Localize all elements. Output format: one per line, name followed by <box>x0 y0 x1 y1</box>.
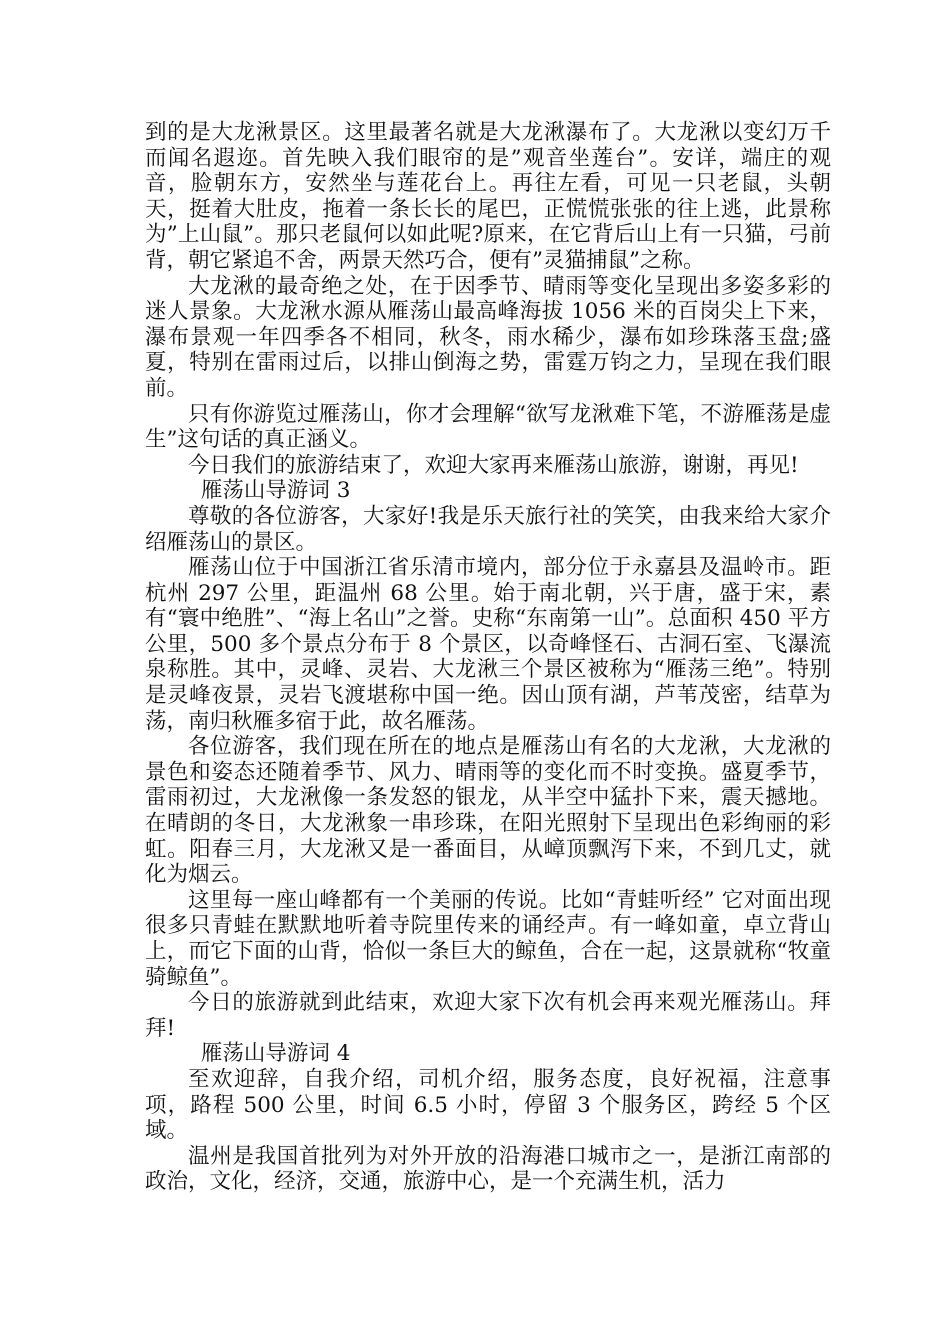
paragraph: 大龙湫的最奇绝之处，在于因季节、晴雨等变化呈现出多姿多彩的迷人景象。大龙湫水源从雁荡山最高峰海拔 1056 米的百岗尖上下来，瀑布景观一年四季各不相同，秋冬，雨水稀少，瀑布如珍珠落玉盘;盛夏，特别在雷雨过后，以排山倒海之势，雷霆万钧之力，呈现在我们眼前。 <box>145 273 831 401</box>
paragraph: 这里每一座山峰都有一个美丽的传说。比如“青蛙听经” 它对面出现很多只青蛙在默默地听着寺院里传来的诵经声。有一峰如童，卓立背山上，而它下面的山背，恰似一条巨大的鲸鱼，合在一起，这景就称“牧童骑鲸鱼”。 <box>145 887 831 990</box>
document-page <box>145 120 831 1195</box>
section-heading: 雁荡山导游词 4 <box>200 1041 351 1067</box>
paragraph: 雁荡山位于中国浙江省乐清市境内，部分位于永嘉县及温岭市。距杭州 297 公里，距温州 68 公里。始于南北朝，兴于唐，盛于宋，素有“寰中绝胜”、“海上名山”之誉。史称“东南第一山”。总面积 450 平方公里，500 多个景点分布于 8 个景区，以奇峰怪石、古洞石室、飞瀑流泉称胜。其中，灵峰、灵岩、大龙湫三个景区被称为“雁荡三绝”。特别是灵峰夜景，灵岩飞渡堪称中国一绝。因山顶有湖，芦苇茂密，结草为荡，南归秋雁多宿于此，故名雁荡。 <box>145 555 831 734</box>
paragraph: 今日我们的旅游结束了，欢迎大家再来雁荡山旅游，谢谢，再见! <box>188 452 799 478</box>
section-heading: 雁荡山导游词 3 <box>200 478 351 504</box>
paragraph: 只有你游览过雁荡山，你才会理解“欲写龙湫难下笔，不游雁荡是虚生”这句话的真正涵义。 <box>145 401 831 453</box>
paragraph: 今日的旅游就到此结束，欢迎大家下次有机会再来观光雁荡山。拜拜! <box>145 990 831 1041</box>
paragraph: 温州是我国首批列为对外开放的沿海港口城市之一，是浙江南部的政治，文化，经济，交通，旅游中心，是一个充满生机，活力 <box>145 1143 831 1195</box>
paragraph: 至欢迎辞，自我介绍，司机介绍，服务态度，良好祝福，注意事项，路程 500 公里，时间 6.5 小时，停留 3 个服务区，跨经 5 个区域。 <box>145 1066 831 1144</box>
paragraph: 尊敬的各位游客，大家好!我是乐天旅行社的笑笑，由我来给大家介绍雁荡山的景区。 <box>145 503 831 555</box>
paragraph-continuation: 到的是大龙湫景区。这里最著名就是大龙湫瀑布了。大龙湫以变幻万千而闻名遐迩。首先映入我们眼帘的是”观音坐莲台”。安详，端庄的观音，脸朝东方，安然坐与莲花台上。再往左看，可见一只老鼠，头朝天，挺着大肚皮，拖着一条长长的尾巴，正慌慌张张的往上逃，此景称为”上山鼠”。那只老鼠何以如此呢?原来，在它背后山上有一只猫，弓前背，朝它紧追不舍，两景天然巧合，便有”灵猫捕鼠”之称。 <box>145 120 831 273</box>
paragraph: 各位游客，我们现在所在的地点是雁荡山有名的大龙湫，大龙湫的景色和姿态还随着季节、风力、晴雨等的变化而不时变换。盛夏季节，雷雨初过，大龙湫像一条发怒的银龙，从半空中猛扑下来，震天撼地。在晴朗的冬日，大龙湫象一串珍珠，在阳光照射下呈现出色彩绚丽的彩虹。阳春三月，大龙湫又是一番面目，从嶂顶飘泻下来，不到几丈，就化为烟云。 <box>145 734 831 888</box>
